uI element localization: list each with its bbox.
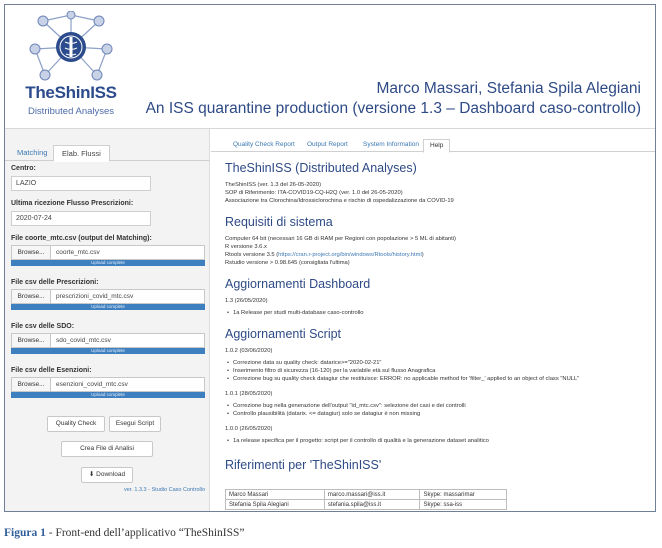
rtools-close: ) — [421, 252, 424, 258]
main-panel — [211, 129, 655, 512]
riferimenti-heading: Riferimenti per 'TheShinISS' — [225, 458, 382, 472]
figure-number: Figura 1 — [4, 527, 46, 539]
esenzioni-filename: esenzioni_covid_mtc.csv — [51, 377, 205, 392]
table-row — [226, 500, 507, 510]
requisiti-line: Rstudio versione > 0.98.645 (consigliata l'ultima) — [225, 260, 350, 266]
tab-quality-check-report[interactable]: Quality Check Report — [233, 141, 295, 148]
tab-system-information[interactable]: System Information — [363, 141, 419, 148]
browse-sdo-button[interactable]: Browse... — [11, 333, 51, 348]
requisiti-line: R versione 3.6.x — [225, 244, 267, 250]
app-window — [4, 4, 656, 512]
dashboard-item: • 1a Release per studi multi-database caso-controllo — [233, 310, 364, 316]
coorte-filename: coorte_mtc.csv — [51, 245, 205, 260]
script-item: • Correzione bug nella generazione dell'output "id_mtc.csv": selezione dei casi e dei controlli — [233, 403, 466, 409]
file-esenzioni-label: File csv delle Esenzioni: — [11, 367, 92, 374]
quality-check-button[interactable]: Quality Check — [47, 416, 105, 432]
browse-prescrizioni-button[interactable]: Browse... — [11, 289, 51, 304]
header — [5, 5, 655, 129]
file-prescrizioni-label: File csv delle Prescrizioni: — [11, 279, 99, 286]
script-item: • Correzione bug su quality check datagiur che restituisce: ERROR: no applicable method for 'filter_' applied to an object of class "NULL" — [233, 376, 579, 382]
table-row — [226, 490, 507, 500]
crea-file-analisi-button[interactable]: Crea File di Analisi — [61, 441, 153, 457]
rtools-link[interactable]: https://cran.r-project.org/bin/windows/Rtools/history.html — [278, 252, 422, 258]
ref-email[interactable]: marco.massari@iss.it — [324, 490, 420, 500]
script-item: • Inserimento filtro di sicurezza (16-120) per la variabile età sul flusso Anagrafica — [233, 368, 435, 374]
ref-skype: Skype: ssa-iss — [420, 500, 507, 510]
script-item: • 1a release specifica per il progetto: script per il controllo di qualità e la generazione dataset analitico — [233, 438, 489, 444]
download-icon: ⬇ — [88, 471, 95, 478]
rtools-text: Rtools versione 3.5 ( — [225, 252, 279, 258]
intro-line: Associazione tra Clorochina/Idrossiclorochina e rischio di ospedalizzazione da COVID-19 — [225, 198, 454, 204]
sidebar-tabs — [5, 143, 210, 161]
dashboard-version: 1.3 (26/05/2020) — [225, 298, 268, 304]
file-sdo-label: File csv delle SDO: — [11, 323, 75, 330]
esegui-script-button[interactable]: Esegui Script — [109, 416, 161, 432]
help-title: TheShinISS (Distributed Analyses) — [225, 161, 417, 175]
script-item: • Controllo plausibilità (datarix. <= datagiur) solo se datagiur è non missing — [233, 411, 420, 417]
main-tabs — [211, 137, 655, 152]
esenzioni-upload-progress: Upload complete — [11, 392, 205, 398]
script-version-100: 1.0.0 (26/05/2020) — [225, 426, 273, 432]
sdo-filename: sdo_covid_mtc.csv — [51, 333, 205, 348]
logo-title: TheShinISS — [25, 83, 117, 102]
header-authors: Marco Massari, Stefania Spila Alegiani — [376, 80, 641, 97]
intro-line: TheShinISS (ver. 1.3 del 26-05-2020) — [225, 182, 322, 188]
centro-input[interactable]: LAZIO — [11, 176, 151, 191]
sdo-upload-progress: Upload complete — [11, 348, 205, 354]
download-label: Download — [96, 471, 126, 478]
logo — [21, 11, 121, 123]
script-version-102: 1.0.2 (03/06/2020) — [225, 348, 273, 354]
download-button[interactable] — [81, 467, 133, 483]
centro-label: Centro: — [11, 165, 36, 172]
file-sdo-row — [11, 333, 205, 348]
tab-elab-flussi[interactable]: Elab. Flussi — [53, 145, 110, 162]
requisiti-line: Computer 64 bit (necessari 16 GB di RAM per Regioni con popolazione > 5 ML di abitanti) — [225, 236, 456, 242]
header-subtitle: An ISS quarantine production (versione 1.3 – Dashboard caso-controllo) — [145, 100, 641, 117]
ref-skype: Skype: massarimar — [420, 490, 507, 500]
ultima-ricezione-date-input[interactable]: 2020-07-24 — [11, 211, 151, 226]
file-prescrizioni-row — [11, 289, 205, 304]
requisiti-heading: Requisiti di sistema — [225, 215, 333, 229]
dashboard-heading: Aggiornamenti Dashboard — [225, 277, 371, 291]
figure-caption — [4, 527, 245, 539]
logo-subtitle: Distributed Analyses — [27, 106, 115, 117]
sidebar — [5, 129, 210, 512]
tab-matching[interactable]: Matching — [17, 148, 48, 157]
coorte-upload-progress: Upload complete — [11, 260, 205, 266]
version-link[interactable]: ver. 1.3.3 - Studio Caso Controllo — [123, 487, 205, 493]
requisiti-line — [225, 252, 424, 258]
ultima-ricezione-label: Ultima ricezione Flusso Prescrizioni: — [11, 200, 134, 207]
prescrizioni-upload-progress: Upload complete — [11, 304, 205, 310]
tab-output-report[interactable]: Output Report — [307, 141, 348, 148]
script-version-101: 1.0.1 (28/05/2020) — [225, 391, 273, 397]
ref-name: Stefania Spila Alegiani — [226, 500, 325, 510]
prescrizioni-filename: prescrizioni_covid_mtc.csv — [51, 289, 205, 304]
script-heading: Aggiornamenti Script — [225, 327, 342, 341]
riferimenti-table — [225, 489, 507, 510]
header-text — [146, 79, 641, 119]
ref-email[interactable]: stefania.spila@iss.it — [324, 500, 420, 510]
script-item: • Correzione data su quality check: datarice>="2020-02-21" — [233, 360, 381, 366]
ref-name: Marco Massari — [226, 490, 325, 500]
file-coorte-label: File coorte_mtc.csv (output del Matching): — [11, 235, 152, 242]
file-coorte-row — [11, 245, 205, 260]
figure-caption-text: - Front-end dell’applicativo “TheShinISS” — [45, 527, 245, 539]
browse-coorte-button[interactable]: Browse... — [11, 245, 51, 260]
network-logo-icon — [21, 11, 121, 83]
browse-esenzioni-button[interactable]: Browse... — [11, 377, 51, 392]
tab-help[interactable]: Help — [423, 139, 450, 153]
intro-line: SOP di Riferimento: ITA-COVID19-CQ-H2Q (ver. 1.0 del 26-05-2020) — [225, 190, 403, 196]
file-esenzioni-row — [11, 377, 205, 392]
